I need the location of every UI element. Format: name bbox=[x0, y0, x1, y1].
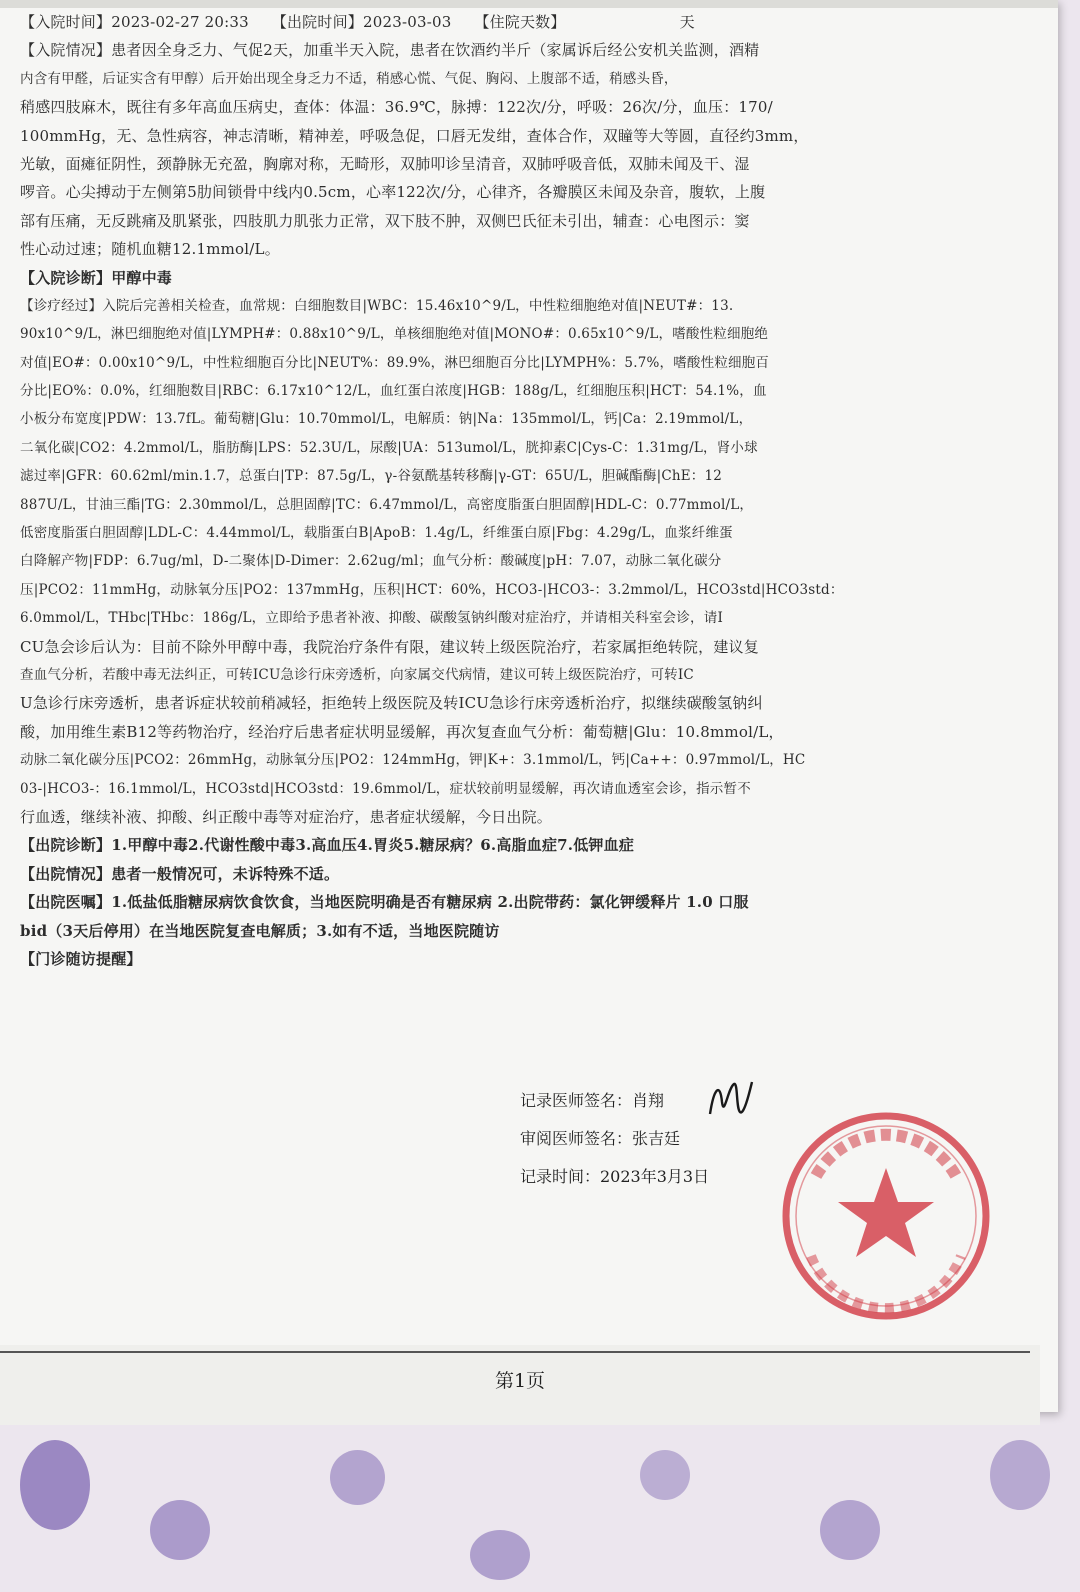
text-line: 光敏，面瘫征阴性，颈静脉无充盈，胸廓对称，无畸形，双肺叩诊呈清音，双肺呼吸音低，双肺未闻及干、湿 bbox=[20, 154, 750, 173]
fabric-dot bbox=[150, 1500, 210, 1560]
text-line: 性心动过速；随机血糖12.1mmol/L。 bbox=[20, 240, 280, 259]
text-line: 动脉二氧化碳分压|PCO2：26mmHg，动脉氧分压|PO2：124mmHg，钾|K+：3.1mmol/L，钙|Ca++：0.97mmol/L，HC bbox=[20, 752, 806, 769]
text-line: 查血气分析，若酸中毒无法纠正，可转ICU急诊行床旁透析，向家属交代病情，建议可转上级医院治疗，可转IC bbox=[20, 666, 694, 683]
text-line: 啰音。心尖搏动于左侧第5肋间锁骨中线内0.5cm，心率122次/分，心律齐，各瓣膜区未闻及杂音，腹软，上腹 bbox=[20, 183, 766, 202]
text-line: 行血透，继续补液、抑酸、纠正酸中毒等对症治疗，患者症状缓解，今日出院。 bbox=[20, 807, 553, 826]
text-line: bid（3天后停用）在当地医院复查电解质；3.如有不适，当地医院随访 bbox=[20, 921, 500, 940]
text-line: 【诊疗经过】入院后完善相关检查，血常规：白细胞数目|WBC：15.46x10^9/L，中性粒细胞绝对值|NEUT#：13. bbox=[20, 297, 734, 314]
fabric-dot bbox=[20, 1440, 90, 1530]
text-line: 对值|EO#：0.00x10^9/L，中性粒细胞百分比|NEUT%：89.9%，淋巴细胞百分比|LYMPH%：5.7%，嗜酸性粒细胞百 bbox=[20, 354, 770, 371]
text-line: 部有压痛，无反跳痛及肌紧张，四肢肌力肌张力正常，双下肢不肿，双侧巴氏征未引出，辅查：心电图示：窦 bbox=[20, 211, 750, 230]
text-line: 【入院时间】2023-02-27 20:33 【出院时间】2023-03-03 【住院天数】 天 bbox=[20, 13, 695, 31]
fabric-dot bbox=[640, 1450, 690, 1500]
text-line: 低密度脂蛋白胆固醇|LDL-C：4.44mmol/L，载脂蛋白B|ApoB：1.4g/L，纤维蛋白原|Fbg：4.29g/L，血浆纤维蛋 bbox=[20, 525, 733, 542]
text-line: 滤过率|GFR：60.62ml/min.1.7，总蛋白|TP：87.5g/L，γ-谷氨酰基转移酶|γ-GT：65U/L，胆碱酯酶|ChE：12 bbox=[20, 468, 723, 485]
fabric-dot bbox=[820, 1500, 880, 1560]
text-line: 压|PCO2：11mmHg，动脉氧分压|PO2：137mmHg，压积|HCT：60%，HCO3-|HCO3-：3.2mmol/L，HCO3std|HCO3std： bbox=[20, 581, 844, 598]
text-line: 小板分布宽度|PDW：13.7fL。葡萄糖|Glu：10.70mmol/L，电解质：钠|Na：135mmol/L，钙|Ca：2.19mmol/L， bbox=[20, 411, 753, 428]
text-line: 分比|EO%：0.0%，红细胞数目|RBC：6.17x10^12/L，血红蛋白浓度|HGB：188g/L，红细胞压积|HCT：54.1%，血 bbox=[20, 383, 767, 400]
record-time: 记录时间：2023年3月3日 bbox=[520, 1167, 710, 1186]
text-line: 白降解产物|FDP：6.7ug/ml，D-二聚体|D-Dimer：2.62ug/ml；血气分析：酸碱度|pH：7.07，动脉二氧化碳分 bbox=[20, 553, 722, 570]
fabric-dot bbox=[470, 1530, 530, 1580]
text-line: 6.0mmol/L，THbc|THbc：186g/L，立即给予患者补液、抑酸、碳酸氢钠纠酸对症治疗，并请相关科室会诊，请I bbox=[20, 610, 723, 627]
hospital-seal-stamp bbox=[776, 1106, 996, 1326]
text-line: 100mmHg，无、急性病容，神志清晰，精神差，呼吸急促，口唇无发绀，查体合作，双瞳等大等圆，直径约3mm， bbox=[20, 126, 809, 145]
text-line: 887U/L，甘油三酯|TG：2.30mmol/L，总胆固醇|TC：6.47mmol/L，高密度脂蛋白胆固醇|HDL-C：0.77mmol/L， bbox=[20, 496, 754, 513]
recorder-signature: 记录医师签名：肖翔 bbox=[520, 1091, 665, 1110]
page-number: 第1页 bbox=[494, 1370, 546, 1392]
text-line: 二氧化碳|CO2：4.2mmol/L，脂肪酶|LPS：52.3U/L，尿酸|UA：513umol/L，胱抑素C|Cys-C：1.31mg/L，肾小球 bbox=[20, 439, 758, 456]
text-line: 03-|HCO3-：16.1mmol/L，HCO3std|HCO3std：19.6mmol/L，症状较前明显缓解，再次请血透室会诊，指示暂不 bbox=[20, 780, 751, 797]
record-body bbox=[20, 8, 1030, 973]
cut-off-header bbox=[0, 0, 1058, 8]
fabric-dot bbox=[990, 1440, 1050, 1510]
handwritten-signature bbox=[706, 1078, 756, 1122]
followup-reminder: 【门诊随访提醒】 bbox=[20, 949, 142, 968]
text-line: U急诊行床旁透析，患者诉症状较前稍减轻，拒绝转上级医院及转ICU急诊行床旁透析治疗，拟继续碳酸氢钠纠 bbox=[20, 694, 763, 713]
text-line: 内含有甲醛，后证实含有甲醇）后开始出现全身乏力不适，稍感心慌、气促、胸闷、上腹部不适，稍感头昏， bbox=[20, 70, 678, 87]
text-line: 90x10^9/L，淋巴细胞绝对值|LYMPH#：0.88x10^9/L，单核细胞绝对值|MONO#：0.65x10^9/L，嗜酸性粒细胞绝 bbox=[20, 326, 769, 343]
discharge-diagnosis: 【出院诊断】1.甲醇中毒2.代谢性酸中毒3.高血压4.胃炎5.糖尿病？6.高脂血症7.低钾血症 bbox=[20, 836, 635, 855]
text-line: 酸，加用维生素B12等药物治疗，经治疗后患者症状明显缓解，再次复查血气分析：葡萄糖|Glu：10.8mmol/L， bbox=[20, 722, 784, 741]
fabric-dot bbox=[330, 1450, 385, 1505]
text-line: 【入院情况】患者因全身乏力、气促2天，加重半天入院，患者在饮酒约半斤（家属诉后经公安机关监测，酒精 bbox=[20, 41, 760, 60]
reviewer-signature: 审阅医师签名：张吉廷 bbox=[520, 1129, 681, 1148]
footer-rule bbox=[0, 1351, 1030, 1353]
admission-diagnosis: 【入院诊断】甲醇中毒 bbox=[20, 268, 173, 287]
discharge-status: 【出院情况】患者一般情况可，未诉特殊不适。 bbox=[20, 864, 340, 883]
text-line: CU急会诊后认为：目前不除外甲醇中毒，我院治疗条件有限，建议转上级医院治疗，若家属拒绝转院，建议复 bbox=[20, 637, 759, 656]
discharge-orders: 【出院医嘱】1.低盐低脂糖尿病饮食饮食，当地医院明确是否有糖尿病 2.出院带药：氯化钾缓释片 1.0 口服 bbox=[20, 893, 749, 912]
text-line: 稍感四肢麻木，既往有多年高血压病史，查体：体温：36.9℃，脉搏：122次/分，呼吸：26次/分，血压：170/ bbox=[20, 98, 773, 117]
